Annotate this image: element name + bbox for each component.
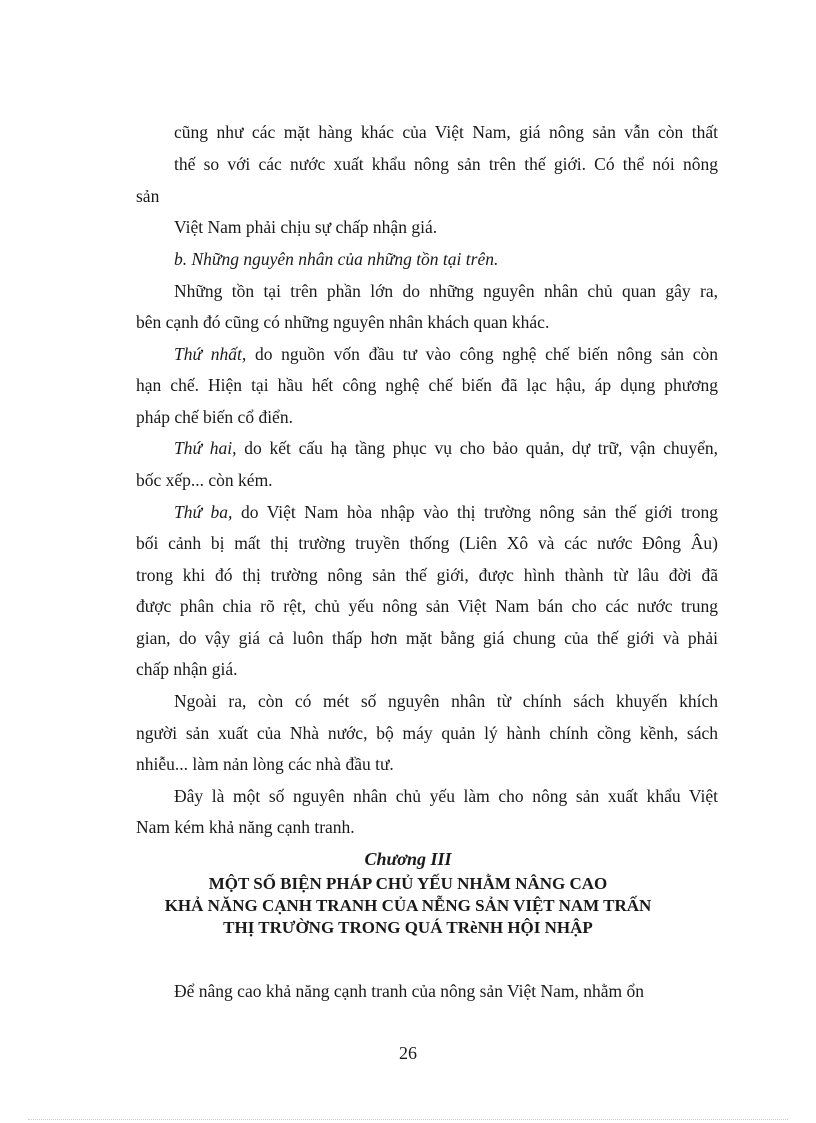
page-number: 26 <box>399 1043 417 1063</box>
paragraph-line: bối cảnh bị mất thị trường truyền thống (Liên Xô và các nước Đông Âu) <box>136 533 718 553</box>
paragraph-line: được phân chia rõ rệt, chủ yếu nông sản Việt Nam bán cho các nước trung <box>136 596 718 616</box>
paragraph-line: sản <box>136 186 160 206</box>
paragraph-lead: Thứ nhất, <box>174 344 247 364</box>
paragraph-line: Ngoài ra, còn có mét số nguyên nhân từ chính sách khuyến khích <box>174 691 718 711</box>
section-subheading: b. Những nguyên nhân của những tồn tại trên. <box>174 249 499 269</box>
chapter-label: Chương III <box>364 849 452 869</box>
paragraph-text: do nguồn vốn đầu tư vào công nghệ chế biến nông sản còn <box>246 344 718 364</box>
paragraph-line <box>174 343 718 365</box>
paragraph-line <box>174 501 718 523</box>
paragraph-line: pháp chế biến cổ điển. <box>136 407 293 427</box>
chapter-title-line: THỊ TRƯỜNG TRONG QUÁ TRèNH HỘI NHẬP <box>223 918 593 937</box>
bottom-divider <box>28 1119 788 1120</box>
paragraph-line: cũng như các mặt hàng khác của Việt Nam, giá nông sản vẫn còn thất <box>174 122 718 142</box>
paragraph-line: Để nâng cao khả năng cạnh tranh của nông sản Việt Nam, nhằm ổn <box>174 981 645 1001</box>
paragraph-line: thế so với các nước xuất khẩu nông sản trên thế giới. Có thể nói nông <box>174 154 718 174</box>
paragraph-line <box>174 437 718 459</box>
chapter-title-line: MỘT SỐ BIỆN PHÁP CHỦ YẾU NHẰM NÂNG CAO <box>208 874 608 893</box>
paragraph-line: người sản xuất của Nhà nước, bộ máy quản lý hành chính cồng kềnh, sách <box>136 723 718 743</box>
paragraph-line: Việt Nam phải chịu sự chấp nhận giá. <box>174 217 438 237</box>
paragraph-line: Nam kém khả năng cạnh tranh. <box>136 817 355 837</box>
paragraph-line: hạn chế. Hiện tại hầu hết công nghệ chế biến đã lạc hậu, áp dụng phương <box>136 375 718 395</box>
paragraph-text: do kết cấu hạ tầng phục vụ cho bảo quản, dự trữ, vận chuyển, <box>236 438 718 458</box>
paragraph-line: bốc xếp... còn kém. <box>136 470 273 490</box>
paragraph-lead: Thứ hai, <box>174 438 237 458</box>
paragraph-line: gian, do vậy giá cả luôn thấp hơn mặt bằng giá chung của thế giới và phải <box>136 628 718 648</box>
paragraph-text: do Việt Nam hòa nhập vào thị trường nông sản thế giới trong <box>232 502 718 522</box>
paragraph-lead: Thứ ba, <box>174 502 233 522</box>
paragraph-line: chấp nhận giá. <box>136 659 238 679</box>
paragraph-line: bên cạnh đó cũng có những nguyên nhân khách quan khác. <box>136 312 550 332</box>
paragraph-line: trong khi đó thị trường nông sản thế giới, được hình thành từ lâu đời đã <box>136 565 718 585</box>
paragraph-line: Những tồn tại trên phần lớn do những nguyên nhân chủ quan gây ra, <box>174 281 718 301</box>
chapter-title-line: KHẢ NĂNG CẠNH TRANH CỦA NỄNG SẢN VIỆT NAM TRẤN <box>164 896 652 915</box>
paragraph-line: Đây là một số nguyên nhân chủ yếu làm cho nông sản xuất khẩu Việt <box>174 786 718 806</box>
paragraph-line: nhiễu... làm nản lòng các nhà đầu tư. <box>136 754 394 774</box>
